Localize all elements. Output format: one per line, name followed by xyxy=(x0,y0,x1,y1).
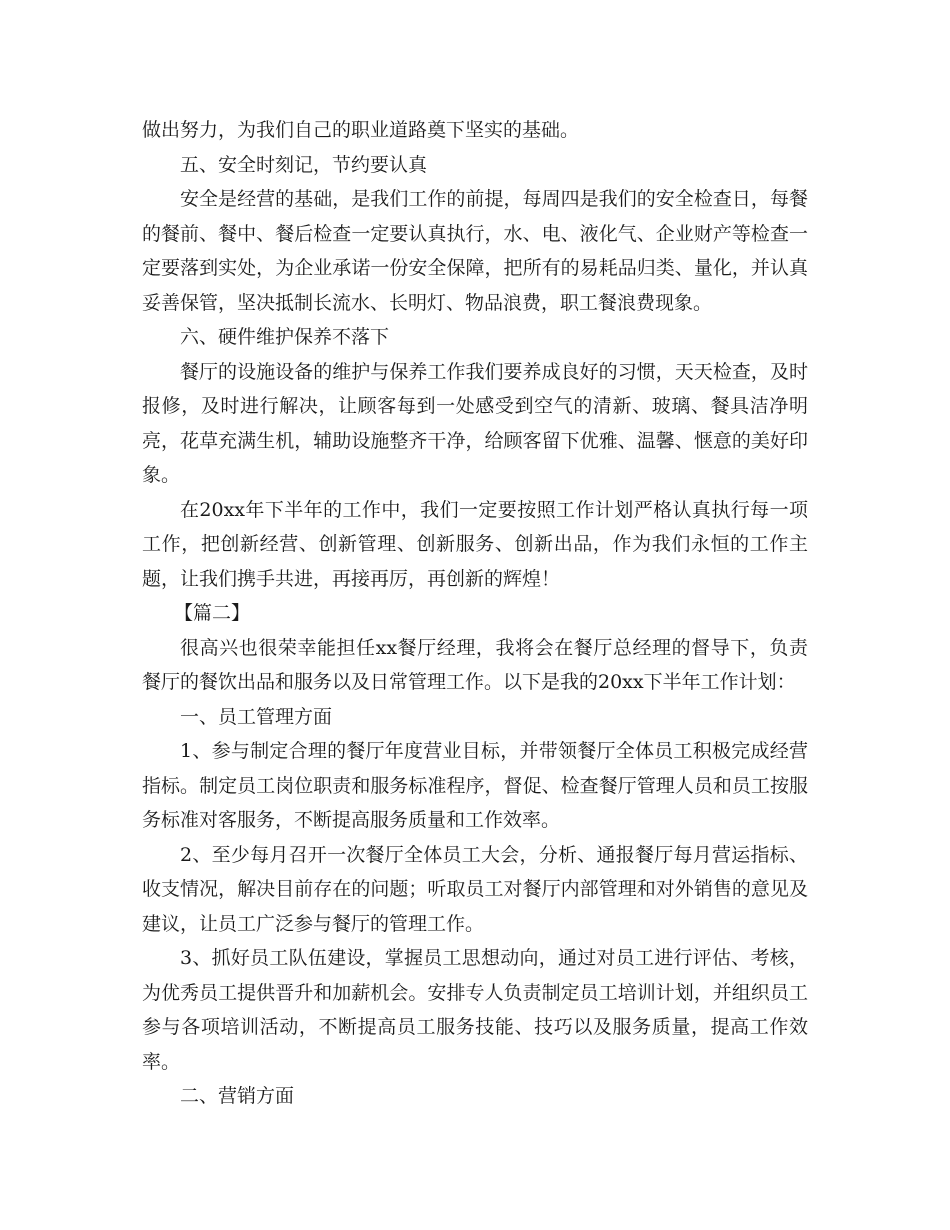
paragraph-conclusion: 在20xx年下半年的工作中，我们一定要按照工作计划严格认真执行每一项工作，把创新经营、创新管理、创新服务、创新出品，作为我们永恒的工作主题，让我们携手共进，再接再厉，再创新的辉煌！ xyxy=(142,498,808,590)
paragraph-safety: 安全是经营的基础，是我们工作的前提，每周四是我们的安全检查日，每餐的餐前、餐中、餐后检查一定要认真执行，水、电、液化气、企业财产等检查一定要落到实处，为企业承诺一份安全保障，把所有的易耗品归类、量化，并认真妥善保管，坚决抵制长流水、长明灯、物品浪费，职工餐浪费现象。 xyxy=(142,188,808,314)
section-heading-safety: 五、安全时刻记，节约要认真 xyxy=(180,153,428,176)
paragraph-hardware: 餐厅的设施设备的维护与保养工作我们要养成良好的习惯，天天检查，及时报修，及时进行解决，让顾客每到一处感受到空气的清新、玻璃、餐具洁净明亮，花草充满生机，辅助设施整齐干净，给顾客留下优雅、温馨、惬意的美好印象。 xyxy=(142,360,808,486)
section-heading-staff: 一、员工管理方面 xyxy=(180,705,333,728)
paragraph-staff-2: 2、至少每月召开一次餐厅全体员工大会，分析、通报餐厅每月营运指标、收支情况，解决目前存在的问题；听取员工对餐厅内部管理和对外销售的意见及建议，让员工广泛参与餐厅的管理工作。 xyxy=(142,843,808,935)
section-heading-marketing: 二、营销方面 xyxy=(180,1085,295,1107)
section-heading-hardware: 六、硬件维护保养不落下 xyxy=(180,326,390,348)
paragraph-staff-1: 1、参与制定合理的餐厅年度营业目标，并带领餐厅全体员工积极完成经营指标。制定员工岗位职责和服务标准程序，督促、检查餐厅管理人员和员工按服务标准对客服务，不断提高服务质量和工作效率。 xyxy=(142,740,808,831)
paragraph-intro: 很高兴也很荣幸能担任xx餐厅经理，我将会在餐厅总经理的督导下，负责餐厅的餐饮出品和服务以及日常管理工作。以下是我的20xx下半年工作计划： xyxy=(142,636,808,693)
paragraph-staff-3: 3、抓好员工队伍建设，掌握员工思想动向，通过对员工进行评估、考核，为优秀员工提供晋升和加薪机会。安排专人负责制定员工培训计划，并组织员工参与各项培训活动，不断提高员工服务技能、技巧以及服务质量，提高工作效率。 xyxy=(142,947,808,1073)
part-heading: 【篇二】 xyxy=(174,602,251,624)
paragraph-continuation: 做出努力，为我们自己的职业道路奠下坚实的基础。 xyxy=(142,119,580,141)
document-body xyxy=(142,113,808,1114)
